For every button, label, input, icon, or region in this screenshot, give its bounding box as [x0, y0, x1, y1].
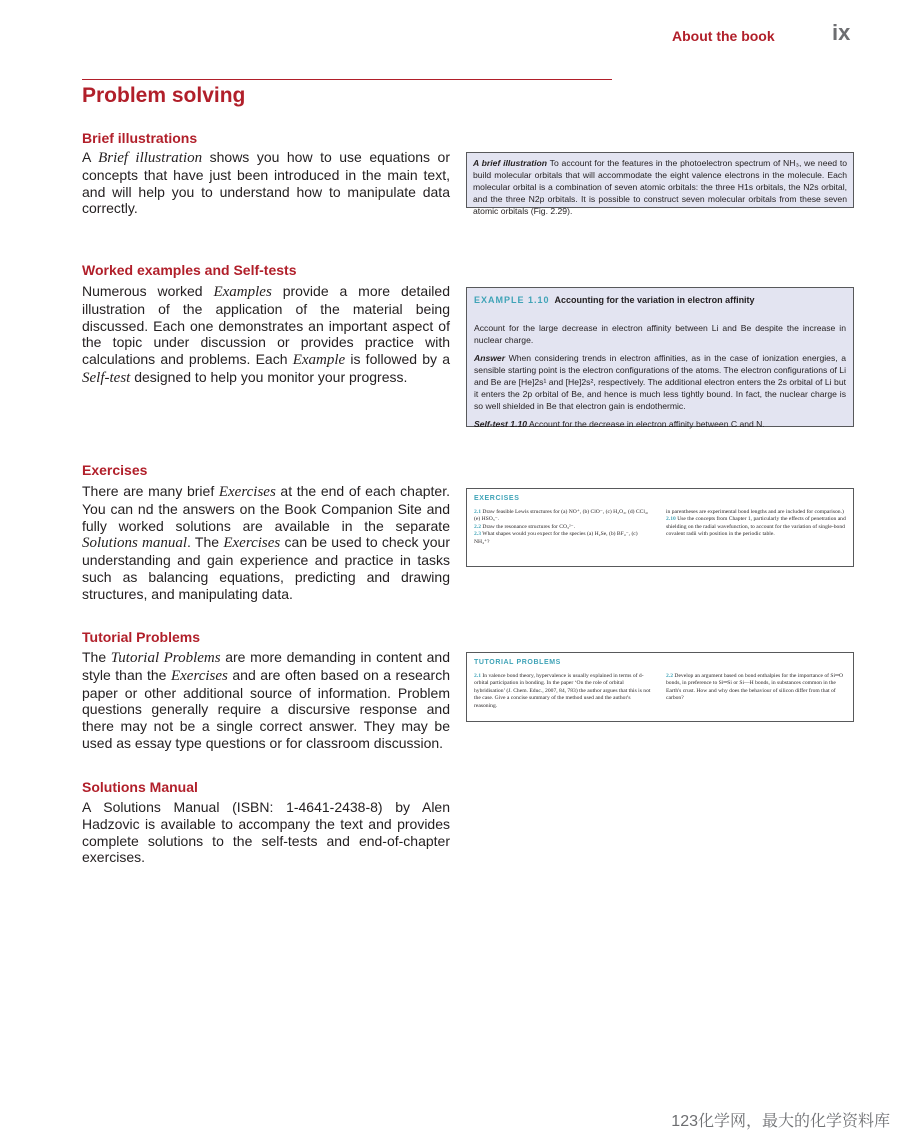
- page-number: ix: [832, 20, 851, 45]
- section-heading-tutorial-problems: Tutorial Problems: [82, 629, 200, 645]
- exercise-item: 2.10 Use the concepts from Chapter 1, particularly the effects of penetration and shielding on the radial wavefunction, to account for the variation of single-bond covalent radii with position in the periodic table.: [666, 516, 846, 538]
- section-body-exercises: There are many brief Exercises at the end of each chapter. You can nd the answers on the Book Companion Site and fully worked solutions are available in the separate Solutions manual. The Exercises can be used to check your understanding and gain experience and practice in tasks such as balancing equations, predicting and drawing structures, and manipulating data.: [82, 483, 450, 602]
- section-heading-solutions-manual: Solutions Manual: [82, 779, 198, 795]
- example-selftest-text: Account for the decrease in electron affinity between C and N.: [527, 419, 765, 429]
- italic-term: Exercises: [223, 535, 281, 552]
- section-body-solutions-manual: A Solutions Manual (ISBN: 1-4641-2438-8) by Alen Hadzovic is available to accompany the text and provides complete solutions to the self-tests and end-of-chapter exercises.: [82, 799, 450, 866]
- example-selftest: [474, 418, 846, 430]
- exercise-item: 2.1 Draw feasible Lewis structures for (a) NO⁺, (b) ClO⁻, (c) H₂O₂, (d) CCl₄, (e) HSO₃⁻.: [474, 508, 649, 523]
- exercise-item: 2.3 What shapes would you expect for the species (a) H₂Se, (b) BF₄⁻, (c) NH₄⁺?: [474, 531, 638, 545]
- exercises-col-left: [474, 509, 654, 547]
- section-body-brief-illustrations: A Brief illustration shows you how to use equations or concepts that have just been introduced in the main text, and will help you to understand how to manipulate data correctly.: [82, 149, 450, 217]
- italic-term: Tutorial Problems: [110, 650, 221, 666]
- tutorial-item: 2.2 Develop an argument based on bond enthalpies for the importance of Si═O bonds, in preference to Si═Si or Si—H bonds, in substances common in the Earth's crust. How and why does the behaviour of silicon differ from that of carbon?: [666, 672, 844, 702]
- italic-term: Brief illustration: [98, 150, 203, 166]
- watermark-text: 123化学网，最大的化学资料库: [671, 1113, 890, 1130]
- example-heading: [474, 294, 846, 306]
- exercise-item: 2.2 Draw the resonance structures for CO₃²⁻.: [474, 523, 576, 530]
- italic-term: Exercises: [218, 484, 276, 500]
- exercises-box: [466, 488, 854, 567]
- section-body-tutorial-problems: The Tutorial Problems are more demanding in content and style than the Exercises and are often based on a research paper or other additional source of information. Problem questions generally require a discursive response and there may not be a single correct answer. They may be used as essay type questions or for classroom discussion.: [82, 649, 450, 751]
- brief-illustration-box: [466, 152, 854, 216]
- tutorial-col-right: [666, 673, 846, 711]
- tutorial-item: 2.1 In valence bond theory, hypervalence is usually explained in terms of d-orbital participation in bonding. In the paper ‘On the role of orbital hybridisation’ (J. Chem. Educ., 2007, 84, 783) the author argues that this is not the case. Give a concise summary of the method used and the author's reasoning.: [474, 672, 651, 709]
- exercises-box-heading: EXERCISES: [474, 495, 520, 502]
- example-answer-label: Answer: [474, 353, 506, 363]
- running-head: About the book: [672, 28, 775, 44]
- section-heading-worked-examples: Worked examples and Self-tests: [82, 262, 297, 278]
- page-title: Problem solving: [82, 84, 246, 107]
- tutorial-box-heading: TUTORIAL PROBLEMS: [474, 659, 561, 666]
- italic-term: Example: [292, 352, 346, 369]
- italic-term: Self-test: [82, 369, 131, 386]
- exercises-col-right: [666, 509, 846, 547]
- section-body-worked-examples: Numerous worked Examples provide a more detailed illustration of the application of the material being discussed. Each one demonstrates an important aspect of the topic under discussion or provides practice with calculations and problems. Each Example is followed by a Self-test designed to help you monitor your progress.: [82, 283, 451, 386]
- example-question: Account for the large decrease in electron affinity between Li and Be despite the increase in nuclear charge.: [474, 323, 846, 345]
- italic-term: Examples: [213, 284, 272, 300]
- brief-illustration-label: A brief illustration: [473, 158, 548, 168]
- brief-illustration-text: To account for the features in the photoelectron spectrum of NH₃, we need to build molecular orbitals that will accommodate the eight valence electrons in the molecule. Each molecular orbital is a combination of seven atomic orbitals: the three H1s orbitals, the N2s orbital, and the three N2p orbitals. It is possible to construct seven molecular orbitals from these seven atomic orbitals (Fig. 2.29).: [473, 158, 847, 216]
- example-selftest-label: Self-test 1.10: [474, 419, 528, 429]
- italic-term: Exercises: [170, 667, 228, 684]
- title-rule: [82, 79, 612, 80]
- exercise-item: in parentheses are experimental bond lengths and are included for comparison.): [666, 508, 844, 515]
- example-answer: [474, 352, 846, 412]
- section-heading-exercises: Exercises: [82, 462, 148, 478]
- section-heading-brief-illustrations: Brief illustrations: [82, 130, 198, 146]
- tutorial-col-left: [474, 673, 654, 711]
- example-answer-text: When considering trends in electron affinities, as in the case of ionization energies, a sensible starting point is the electron configurations of the atoms. The electron configurations of Li and Be are [He]2s¹ and [He]2s², respectively. The additional electron enters the 2s orbital of Li but it enters the 2p orbital of Be, and hence is much less tightly bound. In fact, the nuclear charge is so well shielded in Be that electron gain is endothermic.: [474, 353, 846, 411]
- example-box: [466, 287, 854, 427]
- italic-term: Solutions manual: [82, 535, 187, 552]
- example-title: Accounting for the variation in electron affinity: [554, 295, 755, 305]
- tutorial-problems-box: [466, 652, 854, 722]
- example-tag: EXAMPLE 1.10: [474, 295, 550, 305]
